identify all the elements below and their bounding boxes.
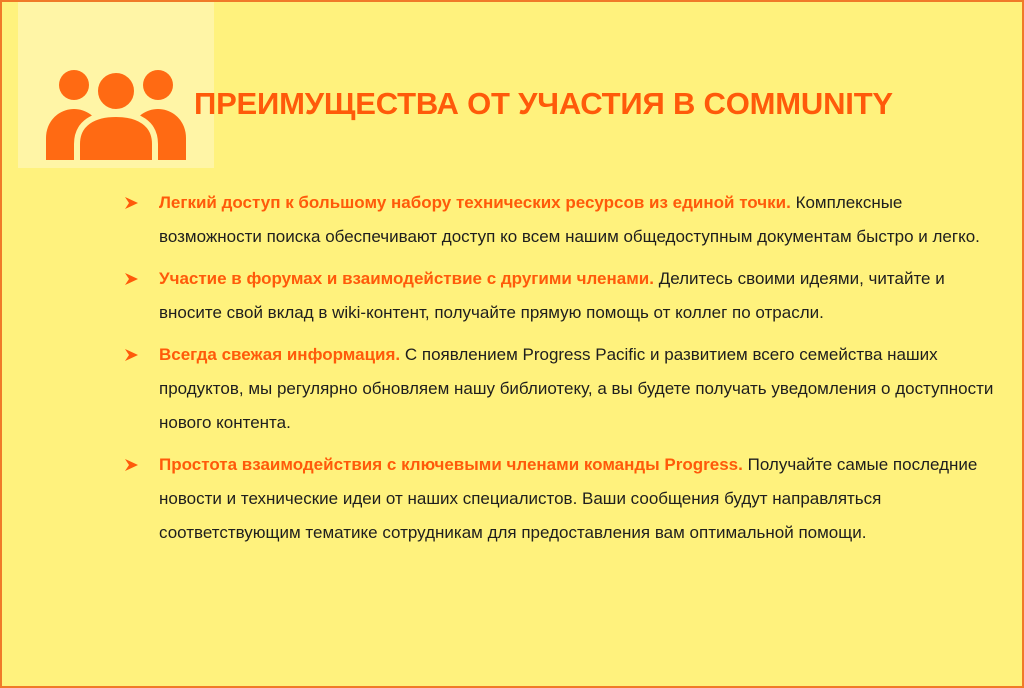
benefits-list: [124, 186, 1004, 558]
page-title: ПРЕИМУЩЕСТВА ОТ УЧАСТИЯ В COMMUNITY: [194, 86, 893, 121]
item-body: С появлением Progress Pacific и развитием всего семейства наших продуктов, мы регулярно обновляем нашу библиотеку, а вы будете получать уведомления о доступности нового контента.: [159, 345, 994, 432]
list-item: [124, 186, 1004, 254]
item-lead: Участие в форумах и взаимодействие с другими членами.: [159, 269, 654, 288]
arrow-bullet-icon: [124, 448, 140, 482]
arrow-bullet-icon: [124, 338, 140, 372]
people-group-icon: [46, 60, 186, 160]
item-lead: Всегда свежая информация.: [159, 345, 401, 364]
item-body: Получайте самые последние новости и технические идеи от наших специалистов. Ваши сообщения будут направляться соответствующим тематике сотрудникам для предоставления вам оптимальной помощи.: [159, 455, 978, 542]
list-item: [124, 448, 1004, 550]
item-body: Делитесь своими идеями, читайте и вносите свой вклад в wiki-контент, получайте прямую помощь от коллег по отрасли.: [159, 269, 945, 322]
item-body: Комплексные возможности поиска обеспечивают доступ ко всем нашим общедоступным документам быстро и легко.: [159, 193, 980, 246]
arrow-bullet-icon: [124, 262, 140, 296]
item-lead: Простота взаимодействия с ключевыми членами команды Progress.: [159, 455, 743, 474]
item-lead: Легкий доступ к большому набору технических ресурсов из единой точки.: [159, 193, 791, 212]
list-item: [124, 338, 1004, 440]
list-item: [124, 262, 1004, 330]
arrow-bullet-icon: [124, 186, 140, 220]
